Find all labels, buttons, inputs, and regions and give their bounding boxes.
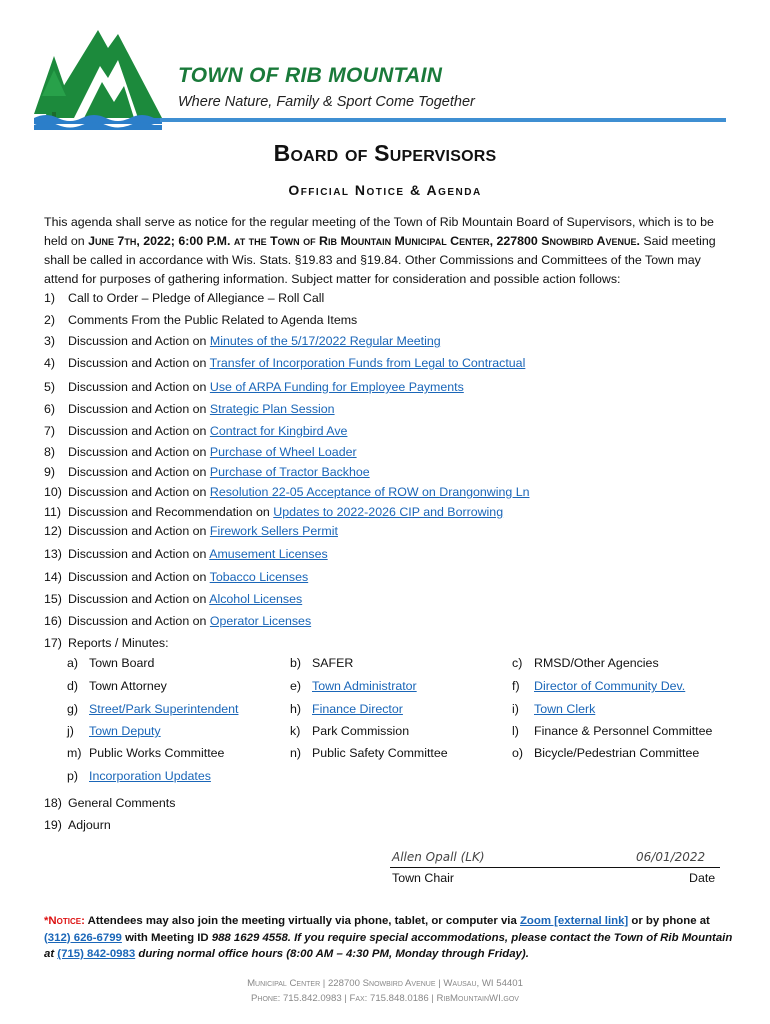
agenda-item-number: 1): [44, 291, 56, 305]
report-item-text: SAFER: [312, 656, 354, 670]
agenda-item-link[interactable]: Purchase of Wheel Loader: [209, 445, 357, 459]
agenda-item: [44, 485, 529, 499]
signature-date: 06/01/2022: [636, 850, 706, 864]
agenda-item-number: 10): [44, 485, 62, 499]
agenda-item-link[interactable]: Transfer of Incorporation Funds from Legal to Contractual: [209, 356, 526, 370]
report-item: [290, 724, 409, 738]
report-item: [67, 746, 224, 760]
agenda-item-text: Reports / Minutes:: [68, 636, 169, 650]
footer-address: Municipal Center | 228700 Snowbird Avenue | Wausau, WI 54401: [247, 978, 523, 989]
report-item-letter: i): [512, 702, 519, 716]
intro-text-2: Said meeting shall be called in accordance with Wis. Stats. §19.83 and §19.84. Other Commissions and Committees of the Town may attend for purposes of gathering information. Subject matter for consideration and possible action follows:: [44, 234, 716, 286]
report-item-text: Finance & Personnel Committee: [534, 724, 713, 738]
meeting-date-place: June 7th, 2022; 6:00 P.M. at the Town of Rib Mountain Municipal Center, 227800 Snowbird Avenue.: [88, 234, 640, 248]
agenda-item-text: Discussion and Recommendation on: [68, 505, 274, 519]
report-item-link[interactable]: Street/Park Superintendent: [89, 702, 239, 716]
agenda-item-text: Discussion and Action on: [68, 424, 210, 438]
agenda-item-text: Discussion and Action on: [68, 402, 210, 416]
agenda-item-number: 9): [44, 465, 56, 479]
agenda-item-link[interactable]: Resolution 22-05 Acceptance of ROW on Drangonwing Ln: [209, 485, 530, 499]
report-item[interactable]: [512, 679, 685, 693]
report-item[interactable]: [67, 769, 211, 783]
report-item-letter: c): [512, 656, 523, 670]
report-item-link[interactable]: Town Clerk: [534, 702, 596, 716]
report-item-letter: e): [290, 679, 302, 693]
agenda-item: [44, 291, 324, 305]
agenda-item-text: Call to Order – Pledge of Allegiance – Roll Call: [68, 291, 325, 305]
intro-paragraph: [44, 213, 728, 289]
agenda-item-number: 13): [44, 547, 62, 561]
report-item-text: Public Works Committee: [89, 746, 225, 760]
report-item-text: Town Board: [89, 656, 155, 670]
report-item[interactable]: [67, 702, 238, 716]
report-item: [67, 679, 167, 693]
agenda-item-link[interactable]: Alcohol Licenses: [209, 592, 303, 606]
agenda-item: [44, 465, 370, 479]
phone-link-2[interactable]: (715) 842-0983: [57, 948, 136, 960]
agenda-item-number: 6): [44, 402, 56, 416]
agenda-item-link[interactable]: Tobacco Licenses: [209, 570, 309, 584]
agenda-item-number: 4): [44, 356, 56, 370]
agenda-item-number: 3): [44, 334, 56, 348]
agenda-item-text: Discussion and Action on: [68, 570, 210, 584]
report-item-text: Bicycle/Pedestrian Committee: [534, 746, 700, 760]
report-item-letter: d): [67, 679, 79, 693]
report-item: [512, 746, 699, 760]
agenda-item: [44, 445, 357, 459]
page-title: Board of Supervisors: [273, 140, 497, 166]
virtual-notice: [44, 913, 734, 963]
page-subtitle: Official Notice & Agenda: [288, 182, 482, 198]
report-item[interactable]: [512, 702, 595, 716]
agenda-item-text: Discussion and Action on: [68, 485, 210, 499]
agenda-item-text: Discussion and Action on: [68, 445, 210, 459]
agenda-item: [44, 313, 357, 327]
agenda-item-link[interactable]: Strategic Plan Session: [209, 402, 335, 416]
report-item-letter: f): [512, 679, 520, 693]
agenda-item-text: Discussion and Action on: [68, 547, 210, 561]
agenda-item-number: 14): [44, 570, 62, 584]
agenda-item: [44, 614, 311, 628]
agenda-item-number: 2): [44, 313, 56, 327]
agenda-item: [44, 356, 525, 370]
notice-text: If you require special accommodations, please contact the Town of Rib Mountain at: [44, 931, 733, 960]
agenda-item-text: Comments From the Public Related to Agenda Items: [68, 313, 358, 327]
report-item-link[interactable]: Town Administrator: [312, 679, 417, 693]
agenda-item-link[interactable]: Use of ARPA Funding for Employee Payments: [209, 380, 464, 394]
agenda-item: [44, 636, 169, 650]
agenda-item: [44, 570, 308, 584]
report-item: [512, 656, 659, 670]
meeting-id: 988 1629 4558.: [211, 931, 291, 944]
agenda-item-number: 15): [44, 592, 62, 606]
agenda-item: [44, 547, 328, 561]
report-item-letter: m): [67, 746, 82, 760]
agenda-item: [44, 505, 503, 519]
footer-contact: Phone: 715.842.0983 | Fax: 715.848.0186 | RibMountainWI.gov: [251, 993, 519, 1004]
agenda-item: [44, 818, 111, 832]
agenda-item-number: 8): [44, 445, 56, 459]
report-item-letter: h): [290, 702, 302, 716]
notice-text: or by phone at: [628, 915, 710, 927]
report-item: [67, 656, 154, 670]
town-logo: [34, 26, 164, 130]
agenda-item: [44, 380, 464, 394]
notice-text: during normal office hours (8:00 AM – 4:30 PM, Monday through Friday).: [135, 948, 529, 960]
report-item[interactable]: [290, 679, 417, 693]
signature-name: Allen Opall (LK): [392, 850, 485, 864]
date-label: Date: [689, 871, 716, 885]
agenda-item: [44, 424, 347, 438]
agenda-item-number: 7): [44, 424, 56, 438]
report-item-letter: a): [67, 656, 79, 670]
report-item: [290, 656, 353, 670]
report-item-link[interactable]: Finance Director: [312, 702, 403, 716]
tagline: Where Nature, Family & Sport Come Together: [178, 94, 475, 110]
report-item-letter: b): [290, 656, 302, 670]
agenda-item-number: 17): [44, 636, 62, 650]
notice-text: Attendees may also join the meeting virtually via phone, tablet, or computer via: [84, 915, 520, 927]
agenda-item-link[interactable]: Amusement Licenses: [209, 547, 328, 561]
agenda-item: [44, 592, 302, 606]
agenda-item-text: Discussion and Action on: [68, 592, 210, 606]
agenda-item-text: Adjourn: [68, 818, 111, 832]
report-item-link[interactable]: Incorporation Updates: [89, 769, 211, 783]
report-item-letter: k): [290, 724, 301, 738]
agenda-item-link[interactable]: Contract for Kingbird Ave: [209, 424, 348, 438]
zoom-link[interactable]: Zoom [external link]: [519, 915, 629, 927]
agenda-item-link[interactable]: Updates to 2022-2026 CIP and Borrowing: [273, 505, 504, 519]
agenda-item-text: Discussion and Action on: [68, 524, 210, 538]
report-item-letter: o): [512, 746, 524, 760]
agenda-item-link[interactable]: Purchase of Tractor Backhoe: [209, 465, 370, 479]
intro-text-1: This agenda shall serve as notice for the regular meeting of the Town of Rib Mountain Board of Supervisors, which is to be held on: [44, 215, 714, 248]
report-item-link[interactable]: Director of Community Dev.: [534, 679, 686, 693]
agenda-item-number: 19): [44, 818, 62, 832]
agenda-item-number: 11): [44, 505, 61, 519]
notice-text: with Meeting ID: [121, 931, 212, 944]
agenda-item-link[interactable]: Operator Licenses: [209, 614, 312, 628]
agenda-item-text: Discussion and Action on: [68, 614, 210, 628]
report-item-letter: l): [512, 724, 519, 738]
report-item-text: Town Attorney: [89, 679, 167, 693]
agenda-item-link[interactable]: Firework Sellers Permit: [209, 524, 338, 538]
agenda-item: [44, 402, 335, 416]
agenda-item-text: Discussion and Action on: [68, 356, 210, 370]
agenda-item-number: 18): [44, 796, 62, 810]
agenda-item: [44, 334, 441, 348]
agenda-item-text: Discussion and Action on: [68, 465, 210, 479]
agenda-item-text: Discussion and Action on: [68, 334, 210, 348]
agenda-item-number: 5): [44, 380, 56, 394]
town-chair-label: Town Chair: [392, 871, 454, 885]
report-item-text: Public Safety Committee: [312, 746, 448, 760]
agenda-item-text: Discussion and Action on: [68, 380, 210, 394]
report-item-letter: g): [67, 702, 79, 716]
signature-line: [390, 867, 720, 868]
agenda-item-number: 16): [44, 614, 62, 628]
report-item[interactable]: [290, 702, 403, 716]
agenda-item-link[interactable]: Minutes of the 5/17/2022 Regular Meeting: [209, 334, 441, 348]
report-item: [512, 724, 712, 738]
report-item-text: RMSD/Other Agencies: [534, 656, 659, 670]
notice-label: *Notice:: [44, 915, 85, 927]
agenda-item-number: 12): [44, 524, 62, 538]
report-item-letter: n): [290, 746, 302, 760]
report-item-letter: j): [67, 724, 74, 738]
phone-link-1[interactable]: (312) 626-6799: [44, 931, 122, 944]
org-name: TOWN OF RIB MOUNTAIN: [178, 64, 443, 87]
agenda-item-text: General Comments: [68, 796, 176, 810]
report-item[interactable]: [67, 724, 161, 738]
report-item-link[interactable]: Town Deputy: [89, 724, 161, 738]
report-item-text: Park Commission: [312, 724, 410, 738]
report-item: [290, 746, 448, 760]
agenda-item: [44, 524, 338, 538]
agenda-item: [44, 796, 175, 810]
header-rule: [160, 118, 726, 122]
report-item-letter: p): [67, 769, 79, 783]
